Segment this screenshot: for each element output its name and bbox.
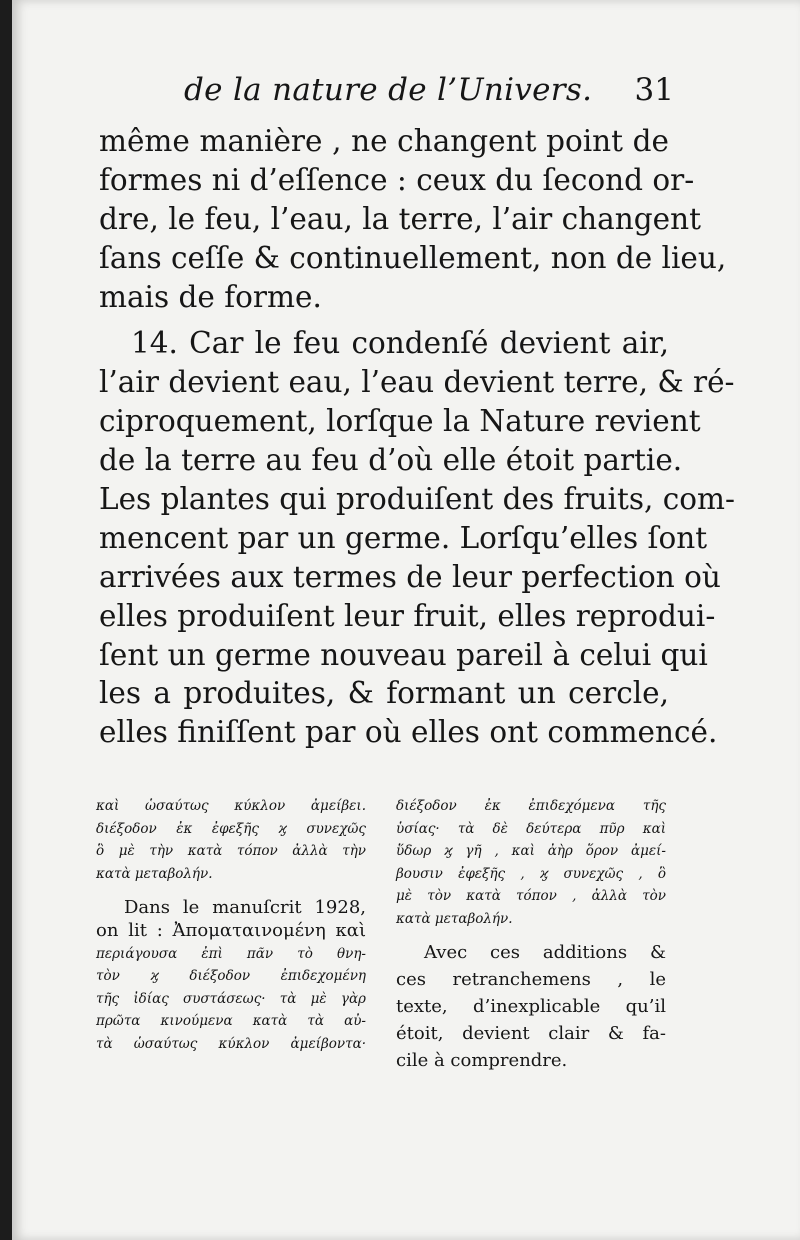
- greek-line: κατὰ μεταβολήν.: [396, 910, 513, 927]
- greek-line: τῆς ἰδίας συστάσεως· τὰ μὲ γὰρ: [96, 990, 366, 1007]
- text-line: mencent par un germe. Lorſqu’elles ſont: [99, 520, 708, 555]
- text-line: mais de forme.: [99, 279, 322, 314]
- greek-line: τὰ ὡσαύτως κύκλον ἀμείβοντα·: [96, 1035, 366, 1052]
- text-line: ciproquement, lorſque la Nature revient: [99, 404, 701, 439]
- text-line: ſans ceſſe & continuellement, non de lieu,: [99, 240, 727, 275]
- text-line: arrivées aux termes de leur perfection où: [99, 559, 721, 594]
- greek-line: κατὰ μεταβολήν.: [96, 865, 213, 882]
- paragraph-1: [99, 122, 727, 316]
- footnote-column-left: [96, 795, 366, 1056]
- note-line: Dans le manuſcrit 1928,: [124, 897, 366, 919]
- text-line: l’air devient eau, l’eau devient terre, & ré-: [99, 365, 735, 400]
- greek-line: πρῶτα κινούμενα κατὰ τὰ αὐ-: [96, 1013, 366, 1030]
- book-page: [12, 0, 800, 1240]
- text-line: dre, le feu, l’eau, la terre, l’air changent: [99, 201, 701, 236]
- greek-line: ὃ μὲ τὴν κατὰ τόπον ἀλλὰ τὴν: [96, 843, 366, 860]
- text-line: même manière , ne changent point de: [99, 124, 669, 158]
- text-line: elles finiſſent par où elles ont commencé.: [99, 715, 718, 750]
- note-line: texte, d’inexplicable qu’il: [396, 995, 666, 1017]
- greek-line: ὕδωρ ϗ γῆ , καὶ ἀὴρ ὅρον ἀμεί-: [396, 843, 666, 860]
- greek-line: τὸν ϗ διέξοδον ἐπιδεχομένη: [96, 968, 366, 985]
- note-line: Avec ces additions &: [424, 941, 666, 963]
- greek-line: ὑσίας· τὰ δὲ δεύτερα πῦρ καὶ: [396, 820, 666, 837]
- note-line: étoit, devient clair & fa-: [396, 1022, 666, 1044]
- text-line: Les plantes qui produiſent des fruits, com-: [99, 482, 735, 517]
- commentary-note: [396, 939, 666, 1074]
- footnote-column-right: [396, 795, 666, 1074]
- text-line: formes ni d’eſſence : ceux du ſecond or-: [99, 162, 695, 197]
- greek-line: βουσιν ἐφεξῆς , ϗ συνεχῶς , ὃ: [396, 865, 666, 882]
- main-text: [99, 122, 735, 752]
- page-number: 31: [634, 72, 674, 108]
- greek-note-block: [96, 795, 366, 885]
- note-line: on lit : Ἀποματαινομένη καὶ: [96, 919, 366, 941]
- text-line: ſent un germe nouveau pareil à celui qui: [99, 637, 708, 672]
- running-title: de la nature de l’Univers.: [184, 72, 593, 108]
- text-line: de la terre au feu d’où elle étoit partie.: [99, 443, 683, 478]
- note-line: ces retranchemens , le: [396, 968, 666, 990]
- greek-line: μὲ τὸν κατὰ τόπον , ἀλλὰ τὸν: [396, 888, 666, 905]
- manuscript-note: [96, 897, 366, 1055]
- greek-line: περιάγουσα ἐπὶ πᾶν τὸ θνη-: [96, 945, 366, 962]
- greek-line: καὶ ὡσαύτως κύκλον ἀμείβει.: [96, 798, 366, 814]
- greek-line: διέξοδον ἐκ ἐφεξῆς ϗ συνεχῶς: [96, 820, 366, 837]
- text-line: les a produites, & formant un cercle,: [99, 676, 669, 711]
- page-header: [184, 72, 674, 120]
- paragraph-2: [99, 324, 735, 752]
- greek-note-block: [396, 795, 666, 931]
- note-line: cile à comprendre.: [396, 1049, 568, 1071]
- text-line: elles produiſent leur fruit, elles reprodui-: [99, 598, 716, 633]
- greek-line: διέξοδον ἐκ ἐπιδεχόμενα τῆς: [396, 798, 666, 814]
- text-line: 14. Car le feu condenſé devient air,: [131, 326, 669, 361]
